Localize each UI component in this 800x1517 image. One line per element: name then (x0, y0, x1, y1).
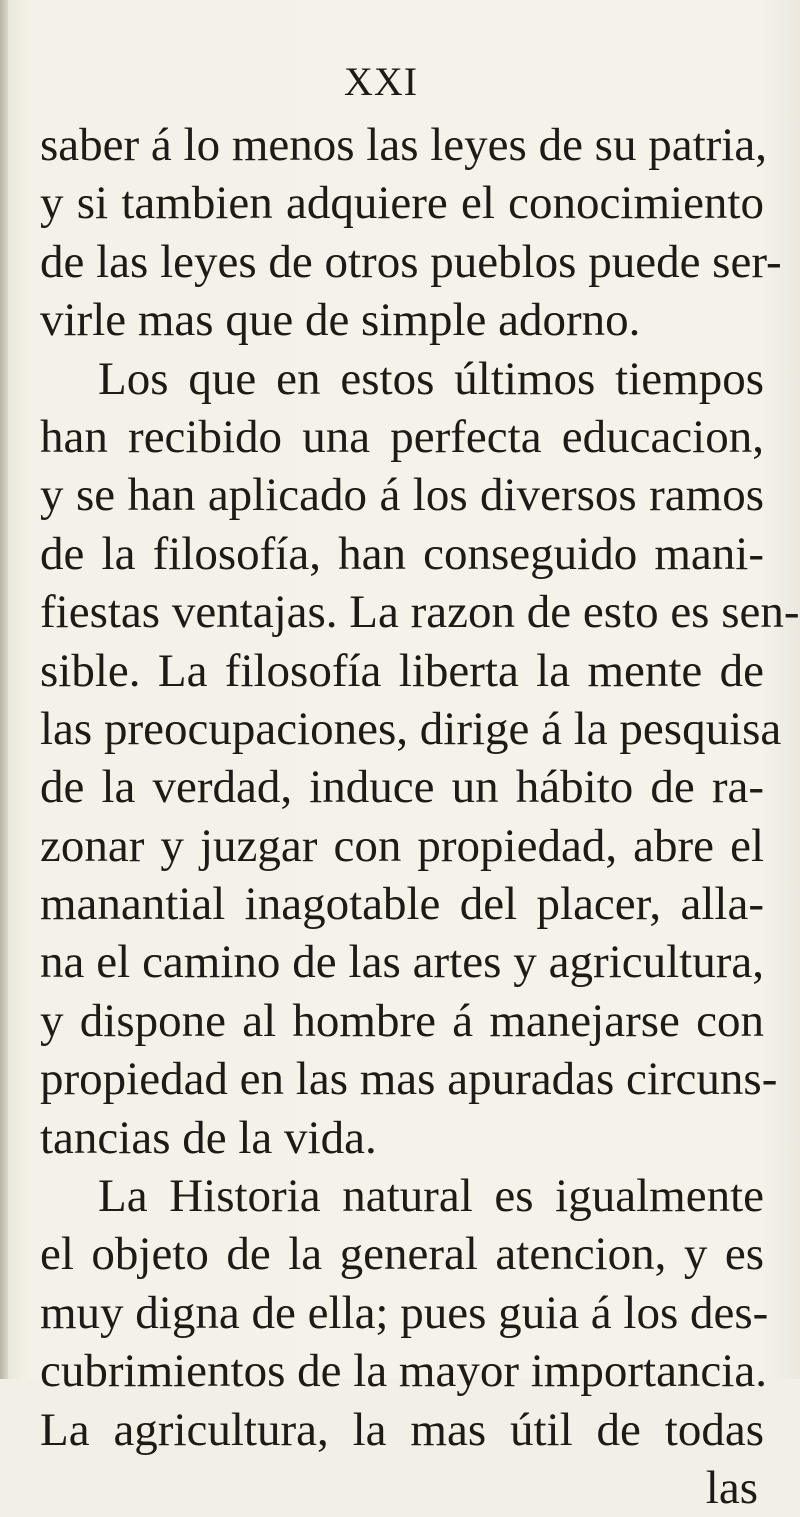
text-line: muy digna de ella; pues guia á los des- (40, 1286, 769, 1339)
page-number: XXI (344, 59, 419, 104)
text-line: sible. La filosofía liberta la mente de (40, 644, 764, 697)
page-spine-shadow (0, 0, 8, 1379)
text-line: saber á lo menos las leyes de su patria, (40, 119, 767, 171)
text-line: La Historia natural es igualmente (98, 1170, 764, 1223)
text-line: de la verdad, induce un hábito de ra- (40, 761, 764, 814)
text-line: cubrimientos de la mayor importancia. (40, 1345, 767, 1398)
text-line: tancias de la vida. (40, 1111, 377, 1164)
text-line: de la filosofía, han conseguido mani- (40, 527, 764, 580)
catchword: las (705, 1461, 758, 1514)
text-line: las preocupaciones, dirige á la pesquisa (40, 702, 782, 755)
text-line: han recibido una perfecta educacion, (40, 410, 764, 463)
text-line: el objeto de la general atencion, y es (40, 1228, 764, 1281)
text-line: y dispone al hombre á manejarse con (40, 994, 764, 1047)
text-line: zonar y juzgar con propiedad, abre el (40, 819, 764, 872)
text-line: Los que en estos últimos tiempos (98, 352, 764, 405)
text-line: y se han aplicado á los diversos ramos (40, 469, 764, 522)
text-line: fiestas ventajas. La razon de esto es sen- (40, 586, 800, 639)
body-text (40, 116, 800, 1517)
text-line: La agricultura, la mas útil de todas (40, 1403, 764, 1456)
text-line: manantial inagotable del placer, alla- (40, 878, 764, 931)
text-line: virle mas que de simple adorno. (40, 294, 641, 347)
text-line: propiedad en las mas apuradas circuns- (40, 1053, 778, 1106)
text-line: de las leyes de otros pueblos puede ser- (40, 235, 782, 288)
text-line: y si tambien adquiere el conocimiento (40, 177, 764, 230)
text-line: na el camino de las artes y agricultura, (40, 936, 764, 989)
